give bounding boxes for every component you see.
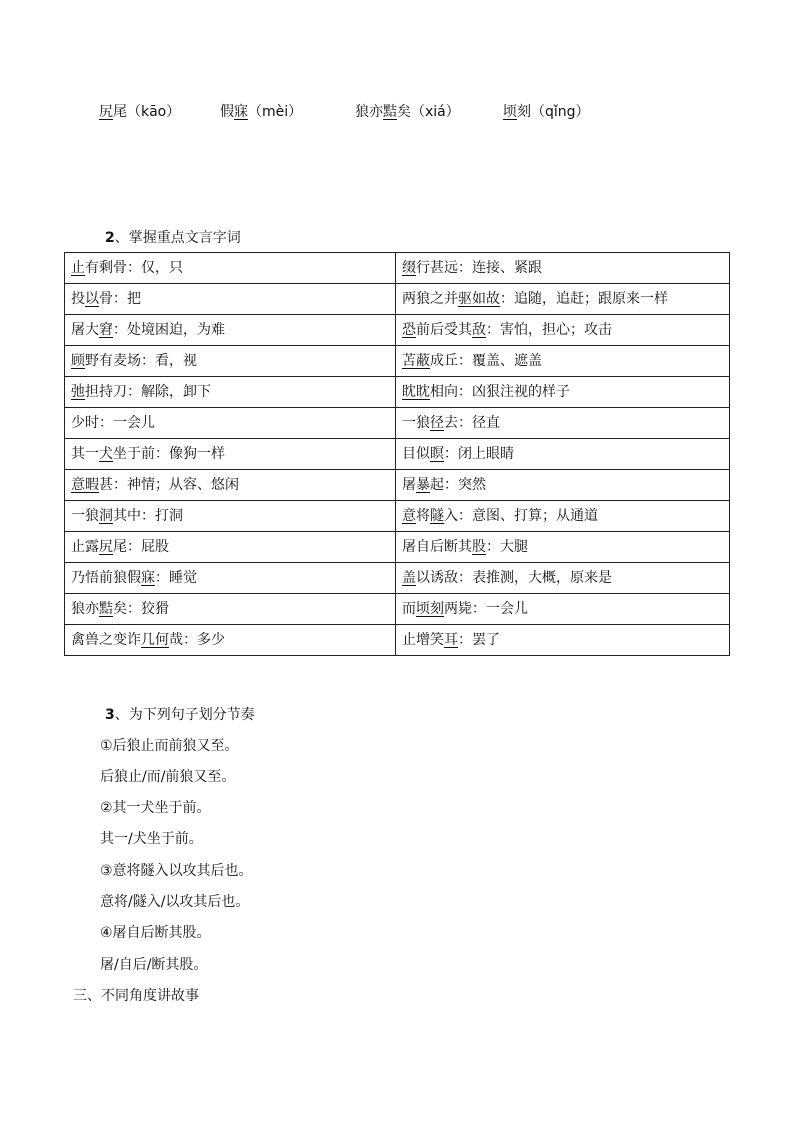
table-cell: [396, 439, 730, 470]
cell-text: 骨: [99, 291, 113, 307]
cell-text: 去: [444, 415, 458, 431]
section-title: 、为下列句子划分节奏: [114, 707, 255, 723]
underlined-word: 止: [71, 260, 85, 276]
cell-text: 两狼之并: [402, 291, 458, 307]
underlined-char: 顷: [503, 104, 517, 120]
underlined-word: 尻: [99, 539, 113, 555]
definition: ：解除，卸下: [127, 384, 211, 400]
cell-text: 矣: [113, 601, 127, 617]
table-row: [65, 284, 730, 315]
word-rest: 矣: [397, 104, 411, 120]
cell-text: 其中: [113, 508, 141, 524]
definition: ：连接、紧跟: [458, 260, 542, 276]
underlined-word: 寐: [141, 570, 155, 586]
definition: ：像狗一样: [155, 446, 225, 462]
underlined-word: 几何: [141, 632, 169, 648]
word-rest: 尾: [113, 104, 127, 120]
table-cell: [65, 563, 396, 594]
table-row: [65, 563, 730, 594]
cell-text: 屠自后断其: [402, 539, 472, 555]
definition: ：睡觉: [155, 570, 197, 586]
table-cell: [65, 625, 396, 656]
table-row: [65, 346, 730, 377]
definition: ：覆盖、遮盖: [458, 353, 542, 369]
table-cell: [65, 470, 396, 501]
cell-text: 目似: [402, 446, 430, 462]
underlined-word: 敌: [472, 322, 486, 338]
rhythm-line: ②其一犬坐于前。: [100, 800, 211, 816]
rhythm-line: ①后狼止而前狼又至。: [100, 738, 239, 754]
section-title: 、掌握重点文言字词: [114, 230, 241, 246]
underlined-word: 顾: [71, 353, 85, 369]
pinyin: （mèi）: [248, 104, 303, 120]
cell-text: 相向: [430, 384, 458, 400]
definition: ：害怕，担心；攻击: [486, 322, 612, 338]
definition: ：多少: [183, 632, 225, 648]
definition: ：一会儿: [99, 415, 155, 431]
table-cell: [65, 315, 396, 346]
cell-text: 起: [430, 477, 444, 493]
section-2-heading: [105, 227, 241, 249]
cell-text: 禽兽之变诈: [71, 632, 141, 648]
underlined-word: 意: [402, 508, 416, 524]
underlined-word: 暴: [416, 477, 430, 493]
vocabulary-table: [64, 252, 730, 656]
pronunciation-row: [0, 101, 794, 123]
section-number: 2: [105, 230, 115, 246]
cell-text: 少时: [71, 415, 99, 431]
definition: ：屁股: [127, 539, 169, 555]
underlined-word: 盖: [402, 570, 416, 586]
cell-text: 坐于前: [113, 446, 155, 462]
definition: ：罢了: [458, 632, 500, 648]
table-row: [65, 253, 730, 284]
table-cell: [65, 253, 396, 284]
definition: ：径直: [458, 415, 500, 431]
underlined-word: 洞: [99, 508, 113, 524]
underlined-char: 尻: [99, 104, 113, 120]
word-rest: 刻: [517, 104, 531, 120]
cell-text: 以诱敌: [416, 570, 458, 586]
rhythm-line: 其一/犬坐于前。: [100, 831, 203, 847]
definition: ：仅，只: [127, 260, 183, 276]
table-cell: [396, 377, 730, 408]
table-cell: [396, 501, 730, 532]
cell-text: 行甚远: [416, 260, 458, 276]
cell-text: 一狼: [71, 508, 99, 524]
cell-text: 将: [416, 508, 430, 524]
cell-text: 甚: [99, 477, 113, 493]
cell-text: 而: [402, 601, 416, 617]
section-number: 3: [105, 707, 115, 723]
definition: ：打洞: [141, 508, 183, 524]
cell-text: 担持刀: [85, 384, 127, 400]
rhythm-line: ④屠自后断其股。: [100, 925, 211, 941]
cell-text: 乃悟前狼假: [71, 570, 141, 586]
definition: ：大腿: [486, 539, 528, 555]
underlined-word: 犬: [99, 446, 113, 462]
cell-text: 一狼: [402, 415, 430, 431]
table-cell: [396, 315, 730, 346]
table-row: [65, 501, 730, 532]
rhythm-line: 意将/隧入/以攻其后也。: [100, 894, 250, 910]
definition: ：一会儿: [472, 601, 528, 617]
table-row: [65, 377, 730, 408]
section-3-heading: [105, 704, 255, 726]
table-cell: [65, 594, 396, 625]
table-cell: [65, 284, 396, 315]
definition: ：意图、打算；从通道: [458, 508, 598, 524]
table-cell: [396, 594, 730, 625]
underlined-word: 顷刻: [416, 601, 444, 617]
rhythm-line: 屠/自后/断其股。: [100, 957, 208, 973]
underlined-word: 径: [430, 415, 444, 431]
pinyin: （qǐng）: [531, 104, 590, 120]
cell-text: 有剩骨: [85, 260, 127, 276]
table-cell: [396, 346, 730, 377]
definition: ：闭上眼睛: [444, 446, 514, 462]
pronunciation-item-qing: [503, 101, 590, 123]
pronunciation-item-xia: [355, 101, 460, 123]
cell-text: 两毙: [444, 601, 472, 617]
table-cell: [396, 253, 730, 284]
underlined-word: 恐: [402, 322, 416, 338]
definition: ：表推测，大概，原来是: [458, 570, 612, 586]
underlined-word: 股: [472, 539, 486, 555]
definition: ：突然: [444, 477, 486, 493]
table-cell: [65, 377, 396, 408]
definition: ：凶狠注视的样子: [458, 384, 570, 400]
cell-text: 投: [71, 291, 85, 307]
cell-text: 前后受其: [416, 322, 472, 338]
cell-text: 成丘: [430, 353, 458, 369]
underlined-word: 眈眈: [402, 384, 430, 400]
cell-text: 止增笑: [402, 632, 444, 648]
table-cell: [65, 439, 396, 470]
pinyin: （xiá）: [411, 104, 460, 120]
pronunciation-item-mei: [220, 101, 302, 123]
underlined-word: 隧: [430, 508, 444, 524]
underlined-word: 弛: [71, 384, 85, 400]
table-cell: [65, 346, 396, 377]
cell-text: 屠: [402, 477, 416, 493]
vocabulary-table-body: [65, 253, 730, 656]
table-row: [65, 532, 730, 563]
table-row: [65, 315, 730, 346]
underlined-char: 黠: [383, 104, 397, 120]
definition: ：神情；从容、悠闲: [113, 477, 239, 493]
table-cell: [396, 284, 730, 315]
underlined-word: 苫蔽: [402, 353, 430, 369]
table-cell: [65, 408, 396, 439]
underlined-word: 缀: [402, 260, 416, 276]
underlined-word: 以: [85, 291, 99, 307]
cell-text: 尾: [113, 539, 127, 555]
part-3-heading: 三、不同角度讲故事: [73, 988, 199, 1004]
underlined-word: 黠: [99, 601, 113, 617]
table-cell: [396, 470, 730, 501]
table-row: [65, 408, 730, 439]
rhythm-line: ③意将隧入以攻其后也。: [100, 863, 253, 879]
table-row: [65, 439, 730, 470]
underlined-word: 驱如故: [458, 291, 500, 307]
underlined-word: 窘: [99, 322, 113, 338]
cell-text: 入: [444, 508, 458, 524]
table-cell: [396, 408, 730, 439]
rhythm-line: 后狼止/而/前狼又至。: [100, 769, 236, 785]
definition: ：看，视: [141, 353, 197, 369]
cell-text: 狼亦: [71, 601, 99, 617]
pronunciation-item-kao: [99, 101, 180, 123]
cell-text: 野有麦场: [85, 353, 141, 369]
cell-text: 哉: [169, 632, 183, 648]
cell-text: 止露: [71, 539, 99, 555]
table-row: [65, 470, 730, 501]
table-cell: [65, 532, 396, 563]
word-pre: 假: [220, 104, 234, 120]
underlined-char: 寐: [234, 104, 248, 120]
definition: ：狡猾: [127, 601, 169, 617]
table-cell: [65, 501, 396, 532]
table-cell: [396, 563, 730, 594]
table-row: [65, 625, 730, 656]
underlined-word: 耳: [444, 632, 458, 648]
cell-text: 其一: [71, 446, 99, 462]
cell-text: 屠大: [71, 322, 99, 338]
definition: ：追随，追赶；跟原来一样: [500, 291, 668, 307]
word-pre: 狼亦: [355, 104, 383, 120]
table-cell: [396, 532, 730, 563]
table-row: [65, 594, 730, 625]
underlined-word: 意暇: [71, 477, 99, 493]
definition: ：把: [113, 291, 141, 307]
definition: ：处境困迫，为难: [113, 322, 225, 338]
pinyin: （kāo）: [127, 104, 181, 120]
table-cell: [396, 625, 730, 656]
underlined-word: 瞑: [430, 446, 444, 462]
